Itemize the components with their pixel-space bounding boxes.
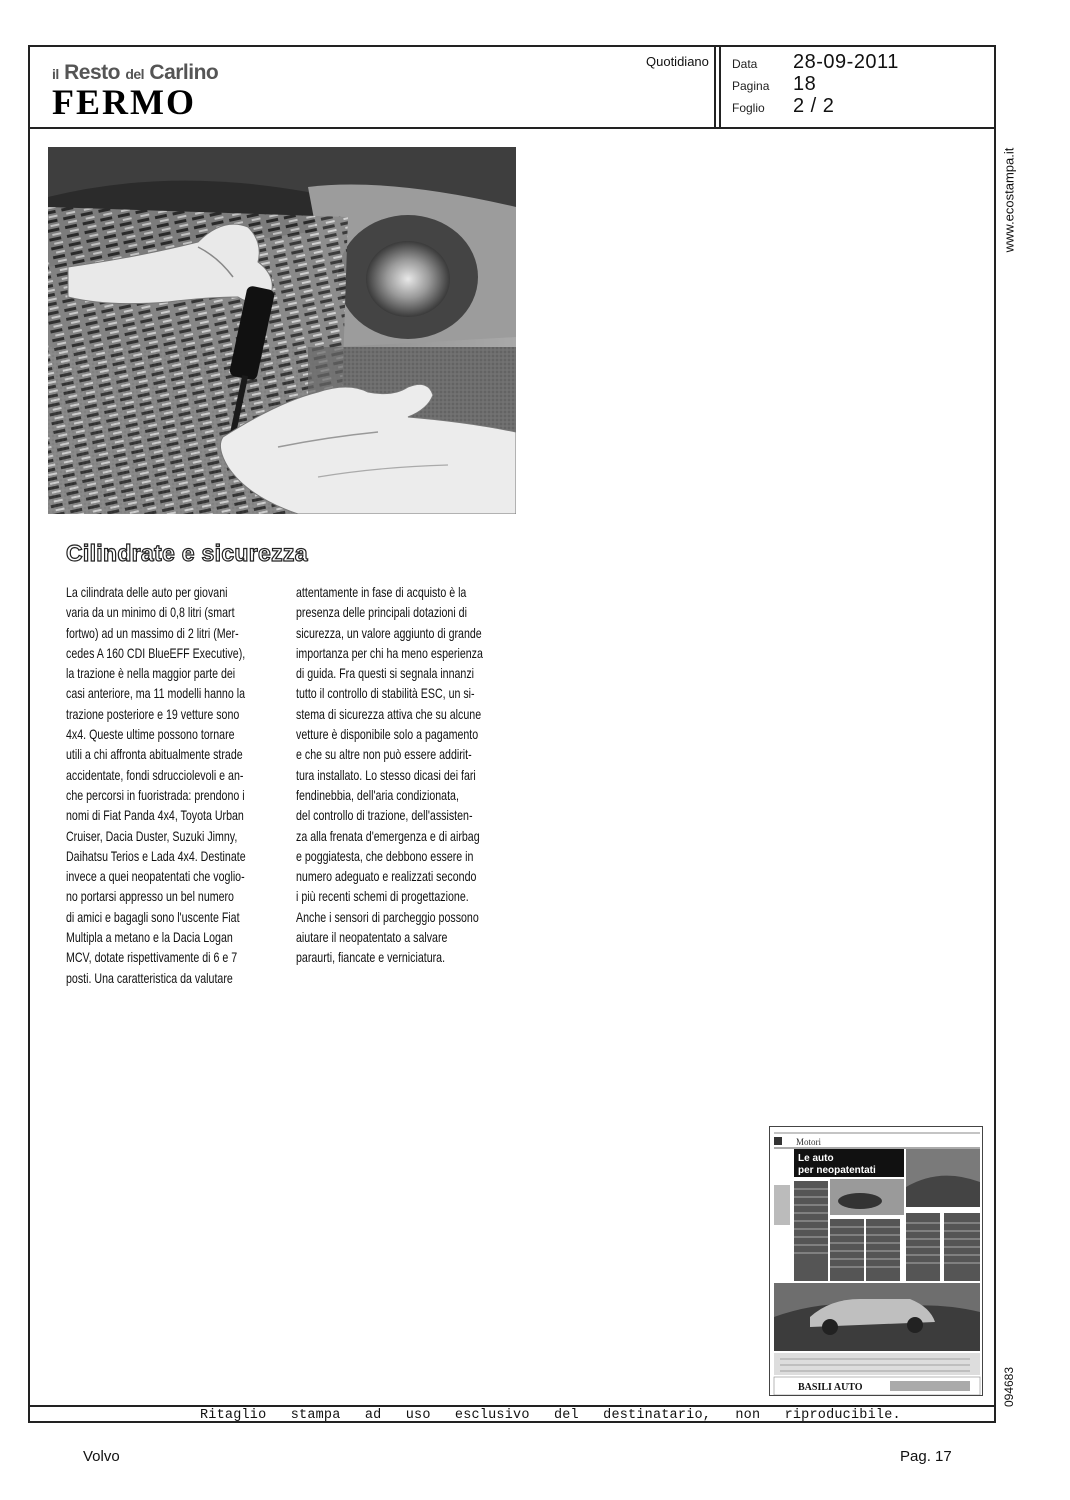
text-line: trazione posteriore e 19 vetture sono [66,705,240,722]
logo-prefix: il [52,66,59,82]
text-line: e che su altre non può essere addirit- [296,746,472,763]
text-line: di guida. Fra questi si segnala innanzi [296,665,475,682]
side-url [998,145,1020,255]
disclaimer-strip [28,1405,996,1423]
text-line: La cilindrata delle auto per giovani [66,584,228,600]
text-line: numero adeguato e realizzati secondo [296,868,477,885]
edition-name: FERMO [52,82,196,122]
thumbnail-illustration [770,1127,983,1396]
meta-row-date [732,51,899,73]
photo-illustration [48,147,516,514]
text-line: paraurti, fiancate e verniciatura. [296,949,446,966]
text-line: tutto il controllo di stabilità ESC, un si- [296,685,475,702]
side-code [998,1362,1020,1412]
article-column-1 [66,582,298,988]
text-line: i più recenti schemi di progettazione. [296,888,469,905]
meta-label: Foglio [732,101,765,115]
text-line: Multipla a metano e la Dacia Logan [66,929,233,946]
text-line: stema di sicurezza attiva che su alcune [296,705,482,722]
divider [719,45,721,129]
meta-label: Data [732,57,758,71]
text-line: che percorsi in fuoristrada: prendono i [66,786,245,803]
text-line: za alla frenata d'emergenza e di airbag [296,827,480,844]
car-key-handover-photo [48,147,516,514]
logo-del: del [125,66,145,82]
logo-resto: Resto [64,61,120,84]
meta-value: 28-09-2011 [793,51,899,73]
thumb-title-2: per neopatentati [798,1165,876,1176]
text-line: utili a chi affronta abitualmente strade [66,746,243,763]
text-line: fendinebbia, dell'aria condizionata, [296,786,459,803]
text-line: di amici e bagagli sono l'uscente Fiat [66,908,240,925]
text-line: presenza delle principali dotazioni di [296,604,467,621]
text-line: invece a quei neopatentati che voglio- [66,868,245,885]
text-line: la trazione è nella maggior parte dei [66,665,236,682]
side-code-text: 094683 [1002,1366,1016,1408]
meta-row-sheet [732,95,899,117]
footer-page-number: Pag. 17 [900,1448,952,1465]
text-line: attentamente in fase di acquisto è la [296,584,467,600]
thumb-ad-brand: BASILI AUTO [798,1382,863,1393]
meta-block [732,51,899,117]
thumb-title-1: Le auto [798,1153,834,1164]
disclaimer-text: Ritaglio stampa ad uso esclusivo del destinatario, non riproducibile. [200,1408,901,1423]
text-line: fortwo) ad un massimo di 2 litri (Mer- [66,624,239,641]
publication-type: Quotidiano [646,54,709,69]
footer-client: Volvo [83,1448,120,1465]
text-line: casi anteriore, ma 11 modelli hanno la [66,685,246,702]
text-line: posti. Una caratteristica da valutare [66,969,233,986]
text-line: nomi di Fiat Panda 4x4, Toyota Urban [66,807,244,824]
text-line: Anche i sensori di parcheggio possono [296,908,479,925]
header-frame [28,45,996,129]
article-column-2 [296,582,528,968]
text-line: cedes A 160 CDI BlueEFF Executive), [66,644,246,661]
text-line: importanza per chi ha meno esperienza [296,644,483,661]
text-line: accidentate, fondi sdrucciolevoli e an- [66,766,244,783]
page-thumbnail [769,1126,983,1396]
text-line: vetture è disponibile solo a pagamento [296,726,479,743]
article-headline: Cilindrate e sicurezza [66,540,308,566]
logo-carlino: Carlino [149,61,219,84]
text-line: e poggiatesta, che debbono essere in [296,847,474,864]
masthead [52,61,219,122]
meta-row-page [732,73,899,95]
meta-value: 18 [793,73,817,95]
text-line: sicurezza, un valore aggiunto di grande [296,624,482,641]
text-line: MCV, dotate rispettivamente di 6 e 7 [66,949,238,966]
text-line: Cruiser, Dacia Duster, Suzuki Jimny, [66,827,238,844]
text-line: Daihatsu Terios e Lada 4x4. Destinate [66,847,246,864]
text-line: tura installato. Lo stesso dicasi dei fari [296,766,476,783]
thumb-section: Motori [796,1137,822,1147]
meta-value: 2 / 2 [793,95,835,117]
side-url-text: www.ecostampa.it [1001,147,1017,253]
text-line: aiutare il neopatentato a salvare [296,929,448,946]
text-line: del controllo di trazione, dell'assisten- [296,807,473,824]
text-line: varia da un minimo di 0,8 litri (smart [66,604,235,621]
text-line: no portarsi appresso un bel numero [66,888,234,905]
text-line: 4x4. Queste ultime possono tornare [66,726,235,743]
divider [714,45,716,129]
meta-label: Pagina [732,79,770,93]
